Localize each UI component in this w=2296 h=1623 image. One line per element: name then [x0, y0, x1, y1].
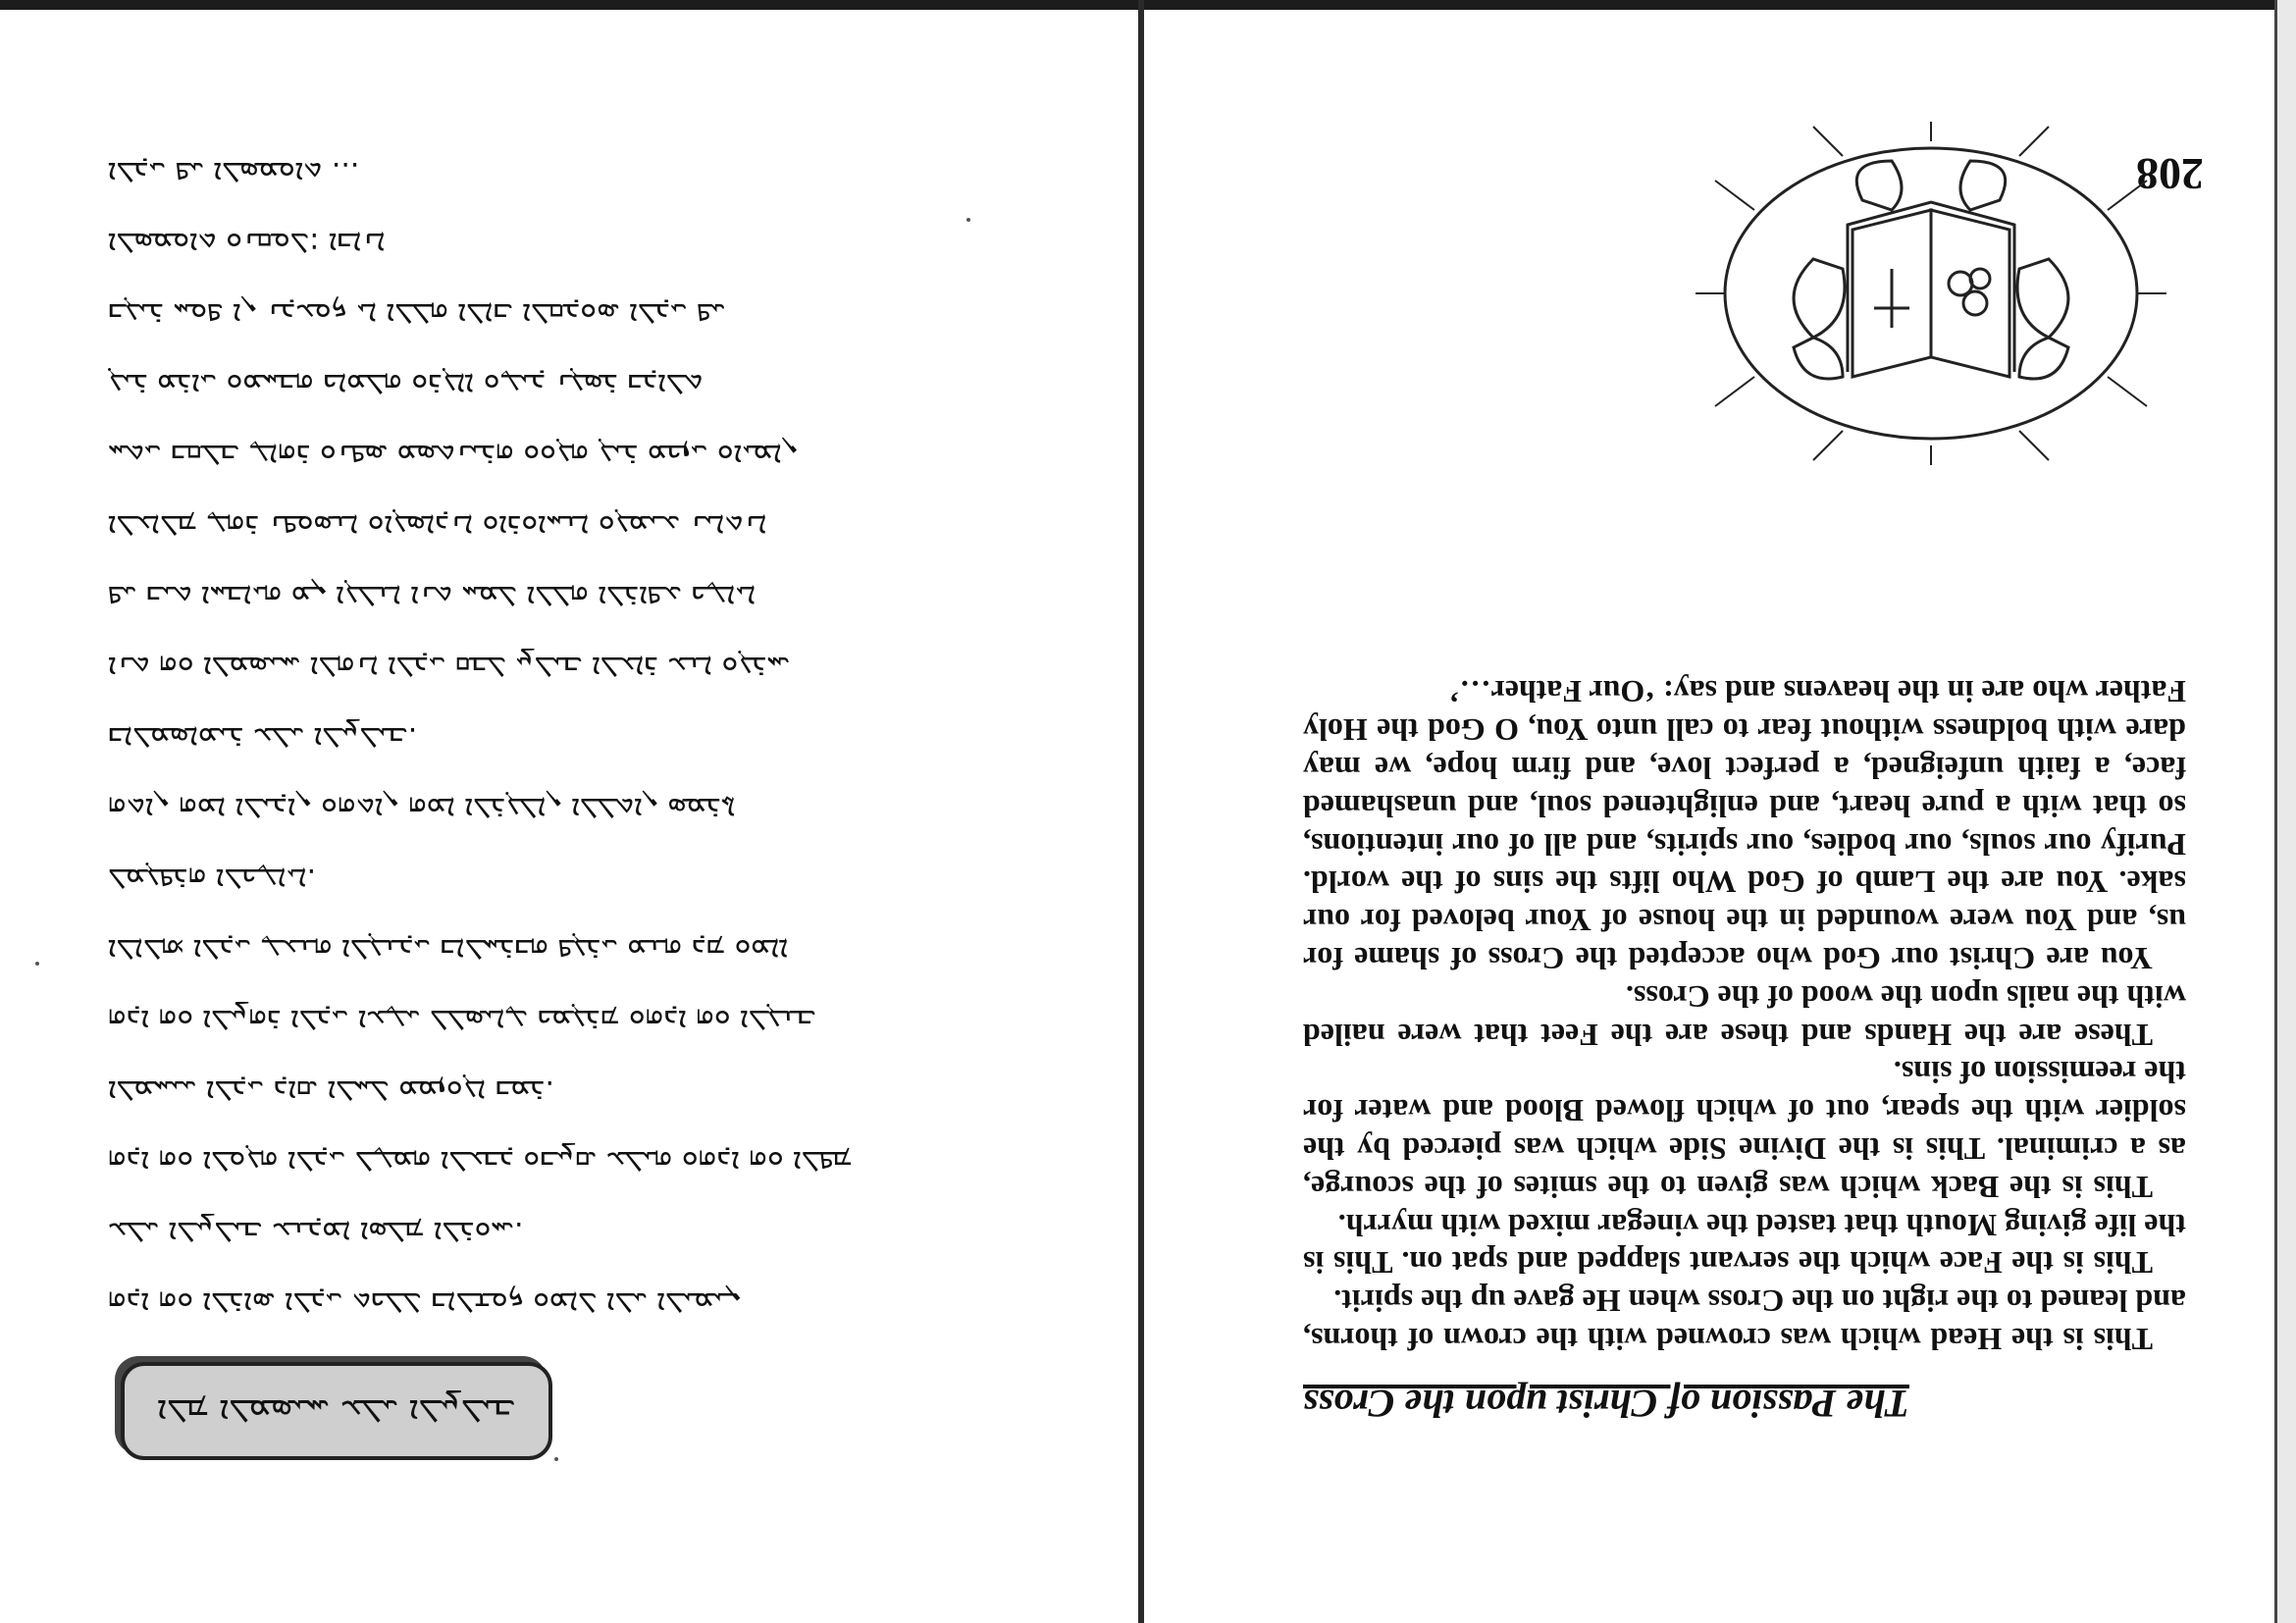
text-line: ܒܐܠܡܣܐܡܝܪ ܥܠܝ ܐܠܨܠܝܒ. — [108, 720, 418, 756]
scan-top-border — [0, 0, 2296, 10]
garshuni-text-block — [108, 137, 1040, 1338]
text-line: ܓܝܪ ܡܪܐܝ ܘܡܚܒܗ ܟܐܡܠܗ ܘܪܓܐܐ ܘܛܝܕ ܢܓܣܪ ܒܕܐܠܬ — [108, 367, 704, 402]
section-heading-box — [121, 1362, 552, 1460]
paragraph: You are Christ our God who accepted the Cross of shame for us, and You were wounded in the house of Your beloved for our sake. You are the Lamb of God Who lifts the sins of the world. Purify our souls, our bodies, our spirits, and all of our intentions, so that with a pure heart, and enlightened soul, and unashamed face, a faith unfeigned, a perfect love, and firm hope, we may dare with boldness without fear to call unto You, O God the Holy Father who are in the heavens and say: ‘Our Father…’ — [1303, 674, 2186, 977]
paragraph: This is the Face which the servant slapped and spat on. This is the life giving Mouth that tasted the vinegar mixed with myrrh. — [1303, 1207, 2186, 1282]
text-line: ܥܠܝ ܐܠܨܠܝܒ ܥܢܕܡܐ ܐܣܠܡ ܐܠܪܘܚ. — [108, 1215, 524, 1250]
text-line: ܦܝ ܒܝܬ ܐܚܒܐܝܗ ܡܢ ܐܓܠܢܐ ܐܢܬ ܚܡܠ ܐܠܠܗ ܐܠܪܐܦܥ ܟܛܐܝܐ — [108, 579, 757, 614]
scan-speck — [554, 1457, 558, 1461]
paragraph: This is the Back which was given to the smites of the scourge, as a criminal. This is the Divine Side which was pierced by the soldier with the spear, out of which flowed Blood and water for the reemission of sins. — [1303, 1055, 2186, 1205]
text-line: ܗܕܐ ܗܘ ܐܠܨܗܪ ܐܠܕܝ ܐܥܛܝ ܠܠܣܝܐܛ ܟܡܓܪܡ ܘܗܕܐ ܗܘ ܐܠܓܢܒ — [108, 1003, 816, 1038]
section-heading: ܐܠܡ ܐܠܡܣܝܚ ܥܠܝ ܐܠܨܠܝܒ — [157, 1391, 516, 1431]
text-line: ܗܕܐ ܗܘ ܐܠܪܐܣ ܐܠܕܝ ܬܟܠܠ ܒܐܠܫܘܟ ܘܡܐܠ ܐܠܝ ܐܠܝܡܝܢ — [108, 1285, 741, 1321]
right-page — [1144, 10, 2274, 1623]
scan-speck — [966, 218, 970, 222]
text-line: ܐܠܥܐܠܡ ܛܗܪ ܢܦܘܣܢܐ ܘܐܓܣܐܕܢܐ ܘܐܪܘܐܚܢܐ ܘܓܡܝܥ ܢܝܐܬܢܐ — [108, 508, 767, 544]
text-line: ܗܬܐܢ ܗܡܐ ܐܠܝܕܐܢ ܘܗܬܐܢ ܗܡܐ ܐܠܪܓܠܐܢ ܐܠܠܬܐܢ ܣܡܪܬܐ — [108, 791, 736, 826]
body-text — [1303, 673, 2186, 1358]
text-line: ܗܕܐ ܗܘ ܐܠܘܓܗ ܐܠܕܝ ܠܛܡܗ ܐܠܥܒܕ ܘܒܨܩ ܥܠܝܗ ܘܗܕܐ ܗܘ ܐܠܦܡ — [108, 1144, 853, 1179]
text-line: ܐܠܐܠܗܝ ܐܠܕܝ ܛܥܢܗ ܐܠܓܢܕܝ ܒܐܠܚܪܒܗ ܦܓܪܝ ܡܢܗ ܕܡ ܘܡܐܐ — [108, 932, 789, 968]
left-page-rotated-content — [0, 10, 1138, 1623]
text-line: ܠܡܓܦܪܗ ܐܠܟܛܐܝܐ. — [108, 862, 317, 897]
scan-speck — [35, 962, 39, 966]
text-line: ܐܠܕܝ ܦܝ ܐܠܣܡܘܐܬ ... — [108, 155, 360, 190]
right-page-rotated-content — [1144, 10, 2274, 1623]
page-number: 208 — [2136, 149, 2204, 199]
paragraph: This is the Head which was crowned with the crown of thorns, and leaned to the right on the Cross when He gave up the spirit. — [1303, 1283, 2186, 1357]
text-line: ܐܢܬ ܗܘ ܐܠܡܣܝܚ ܐܠܗܢܐ ܐܠܕܝ ܩܒܠ ܨܠܝܒ ܐܠܥܐܪ ܥܢܐ ܘܓܪܚ — [108, 650, 791, 685]
book-leaves-emblem — [1696, 122, 2166, 465]
left-page — [0, 10, 1138, 1623]
text-line: ܒܓܝܪ ܚܘܦ ܐܢ ܢܕܥܘܟ ܝܐ ܐܠܠܗ ܐܠܐܒ ܐܠܩܕܘܣ ܐܠܕܝ ܦܝ — [108, 296, 726, 332]
text-line: ܐܠܣܡܘܐܬ ܘܢܩܘܠ: ܐܒܐܢܐ — [108, 226, 386, 261]
page-edge — [2274, 0, 2296, 1623]
text-line: ܚܬܝ ܒܩܠܒ ܛܐܗܪ ܘܢܦܣ ܡܣܬܢܝܪܗ ܘܘܓܗ ܓܝܪ ܡܟܙܝ ܘܐܝܡܐܢ — [108, 438, 799, 473]
paragraph: These are the Hands and these are the Feet that were nailed with the nails upon the wood of the Cross. — [1303, 978, 2186, 1053]
text-line: ܐܠܡܚܝܝ ܐܠܕܝ ܕܐܩ ܐܠܚܠ ܡܡܙܘܓܐ ܒܡܪ. — [108, 1073, 554, 1109]
page-title: The Passion of Christ upon the Cross — [1303, 1382, 1909, 1426]
